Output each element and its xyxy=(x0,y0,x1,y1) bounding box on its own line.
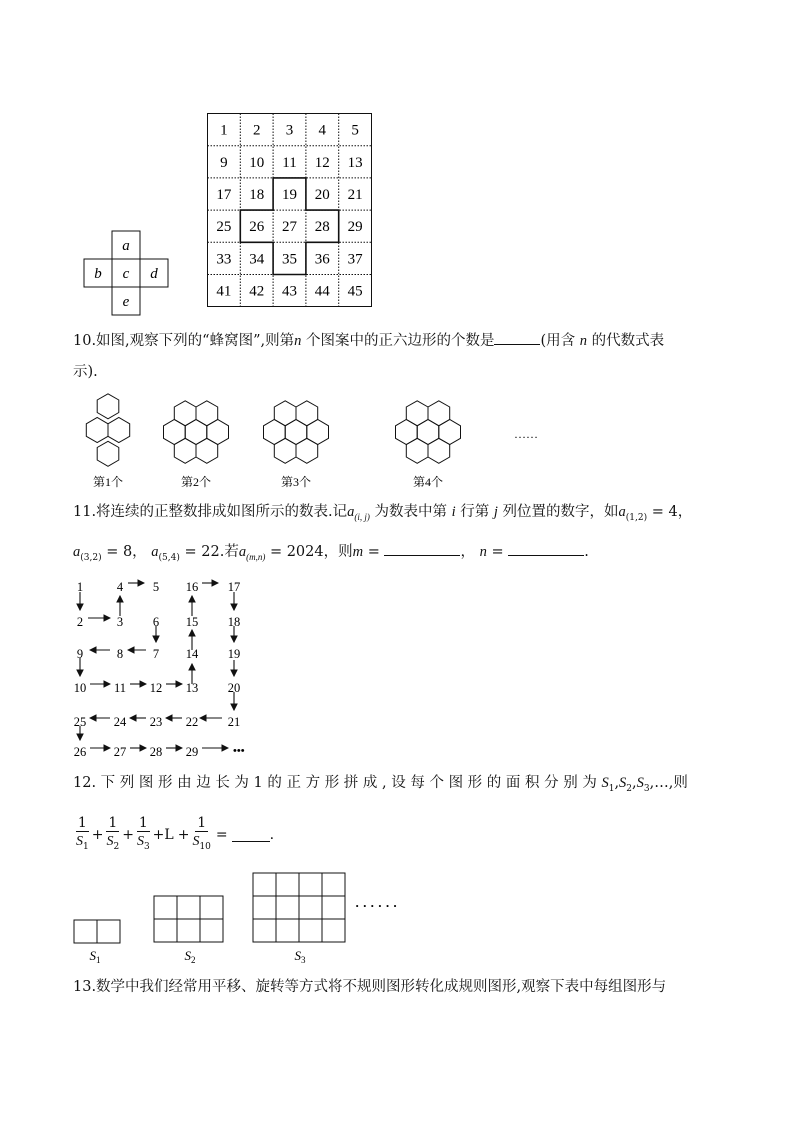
honeycomb-label-3: 第3个 xyxy=(280,475,312,489)
table-number: 3 xyxy=(116,615,124,629)
q12-line1: 12. 下 列 图 形 由 边 长 为 1 的 正 方 形 拼 成 , 设 每 个 图 形 的 面 积 分 别 为 $S_1,S_2,S_3,\dots$,则 xyxy=(73,775,688,794)
table-number: 5 xyxy=(152,580,160,594)
grid-cell-number: 10 xyxy=(249,154,265,171)
table-number: 1 xyxy=(76,580,84,594)
fraction-1: $\frac{1}{S_1}$ xyxy=(76,814,89,852)
table-number: 17 xyxy=(227,580,241,594)
fraction-3: $\frac{1}{S_3}$ xyxy=(136,814,150,852)
hexagon xyxy=(264,420,286,445)
grid-cell-number: 9 xyxy=(220,154,228,171)
grid-cell-number: 27 xyxy=(282,219,297,236)
table-number: 11 xyxy=(113,681,127,695)
hexagon xyxy=(196,438,218,463)
cross-label-c: c xyxy=(122,266,130,282)
hexagon xyxy=(307,420,329,445)
grid-cell-number: 43 xyxy=(282,283,297,300)
grid-cell-number: 29 xyxy=(347,219,363,236)
grid-cell-number: 1 xyxy=(220,122,228,139)
honeycomb-label-2: 第2个 xyxy=(180,475,212,489)
fraction-2: $\frac{1}{S_2}$ xyxy=(106,814,120,852)
honeycomb-figures xyxy=(70,390,560,490)
hexagon xyxy=(196,401,218,426)
hexagon xyxy=(417,420,439,445)
table-continuation-dots: ••• xyxy=(233,745,245,757)
hexagon xyxy=(185,420,207,445)
square-label-2: $S_2$ xyxy=(184,948,196,965)
unit-square xyxy=(299,873,322,896)
hexagon xyxy=(439,420,461,445)
table-number: 20 xyxy=(227,681,241,695)
table-number: 22 xyxy=(185,715,199,729)
unit-square xyxy=(253,873,276,896)
table-number: 4 xyxy=(116,580,124,594)
hexagon xyxy=(428,401,450,426)
grid-cell-number: 37 xyxy=(347,251,363,268)
q10-answer-blank[interactable] xyxy=(494,330,540,345)
grid-cell-number: 20 xyxy=(314,187,330,203)
grid-cell-number: 41 xyxy=(216,283,232,300)
cross-label-b: b xyxy=(94,266,102,282)
hexagon xyxy=(108,418,130,443)
hexagon xyxy=(406,401,428,426)
hexagon xyxy=(164,420,186,445)
unit-square xyxy=(74,920,97,943)
grid-cell-number: 5 xyxy=(351,122,359,139)
unit-square xyxy=(177,896,200,919)
grid-cell-number: 18 xyxy=(249,187,265,203)
unit-square xyxy=(253,896,276,919)
hexagon xyxy=(174,438,196,463)
unit-square xyxy=(253,919,276,942)
hexagon xyxy=(97,394,119,419)
unit-square xyxy=(97,920,120,943)
square-continuation-dots: · · · · · · xyxy=(355,898,398,913)
grid-cell-number: 36 xyxy=(314,251,330,268)
hexagon xyxy=(406,438,428,463)
grid-cell-number: 13 xyxy=(347,154,363,171)
table-number: 15 xyxy=(185,615,199,629)
fraction-10: $\frac{1}{S_{10}}$ xyxy=(192,814,211,852)
honeycomb-label-4: 第4个 xyxy=(412,475,444,489)
q10-line2: 示). xyxy=(73,364,98,380)
unit-square xyxy=(177,919,200,942)
unit-square xyxy=(322,919,345,942)
table-number: 13 xyxy=(185,681,199,695)
grid-cell-number: 19 xyxy=(282,187,297,203)
square-label-3: $S_3$ xyxy=(294,948,306,965)
table-number: 19 xyxy=(227,647,241,661)
cross-label-a: a xyxy=(122,238,130,254)
hexagon xyxy=(428,438,450,463)
table-number: 27 xyxy=(113,745,127,759)
table-number: 8 xyxy=(116,647,124,661)
table-number: 24 xyxy=(113,715,127,729)
cross-label-d: d xyxy=(150,266,158,282)
unit-square xyxy=(154,919,177,942)
unit-square xyxy=(276,896,299,919)
hexagon xyxy=(97,441,119,466)
unit-square xyxy=(322,896,345,919)
table-number: 7 xyxy=(152,647,160,661)
table-number: 23 xyxy=(149,715,163,729)
table-number: 26 xyxy=(73,745,87,759)
hexagon xyxy=(274,438,296,463)
table-number: 29 xyxy=(185,745,199,759)
grid-cell-number: 11 xyxy=(282,154,297,171)
unit-square xyxy=(322,873,345,896)
square-label-1: $S_1$ xyxy=(89,948,101,965)
q13-line1: 13.数学中我们经常用平移、旋转等方式将不规则图形转化成规则图形,观察下表中每组图形与 xyxy=(73,979,667,995)
table-number: 6 xyxy=(152,615,160,629)
table-number: 2 xyxy=(76,615,84,629)
hexagon xyxy=(207,420,229,445)
unit-square xyxy=(276,919,299,942)
unit-square xyxy=(299,896,322,919)
q11-m-blank[interactable] xyxy=(384,541,460,556)
cube-net-figure xyxy=(80,228,170,318)
table-number: 14 xyxy=(185,647,199,661)
q10-line1: 10.如图,观察下列的“蜂窝图”,则第n 个图案中的正六边形的个数是 (用含 n 的代数式表 xyxy=(73,330,664,351)
q11-line2: $a_{(3,2)} = 8$， $a_{(5,4)} = 22$.若$a_{(m,n)} = 2024$，则m = ， n = . xyxy=(73,541,589,568)
grid-cell-number: 2 xyxy=(252,122,261,139)
table-number: 12 xyxy=(149,681,163,695)
unit-square xyxy=(200,896,223,919)
grid-cell-number: 44 xyxy=(314,283,330,300)
number-table-figure xyxy=(70,574,260,760)
honeycomb-label-1: 第1个 xyxy=(92,475,124,489)
q11-n-blank[interactable] xyxy=(508,541,584,556)
table-number: 28 xyxy=(149,745,163,759)
unit-square xyxy=(299,919,322,942)
hexagon xyxy=(296,438,318,463)
grid-cell-number: 45 xyxy=(347,283,363,300)
grid-cell-number: 42 xyxy=(249,283,265,300)
grid-cell-number: 26 xyxy=(249,219,265,236)
q12-formula: $\frac{1}{S_1}$ + $\frac{1}{S_2}$ + $\frac{1}{S_3}$ + L + $\frac{1}{S_{10}}$ = . xyxy=(73,815,274,855)
hexagon xyxy=(174,401,196,426)
table-number: 21 xyxy=(227,715,241,729)
number-grid xyxy=(204,110,374,310)
q12-answer-blank[interactable] xyxy=(232,829,270,842)
grid-cell-number: 12 xyxy=(314,154,330,171)
grid-cell-number: 25 xyxy=(216,219,232,236)
grid-cell-number: 3 xyxy=(285,122,294,139)
unit-square xyxy=(200,919,223,942)
hexagon xyxy=(86,418,108,443)
grid-cell-number: 34 xyxy=(249,251,265,268)
cross-label-e: e xyxy=(122,294,130,310)
grid-cell-number: 4 xyxy=(318,122,327,139)
grid-cell-number: 33 xyxy=(216,251,232,268)
q11-line1: 11.将连续的正整数排成如图所示的数表.记$a_{(i, j)}$ 为数表中第 i 行第 j 列位置的数字，如$a_{(1,2)} = 4$， xyxy=(73,504,693,523)
grid-cell-number: 17 xyxy=(216,187,232,203)
grid-cell-number: 21 xyxy=(347,187,363,203)
hexagon xyxy=(396,420,418,445)
table-number: 25 xyxy=(73,715,87,729)
table-number: 9 xyxy=(76,647,84,661)
hexagon xyxy=(285,420,307,445)
square-figures xyxy=(70,868,430,966)
unit-square xyxy=(276,873,299,896)
honeycomb-ellipsis: …… xyxy=(514,427,538,441)
table-number: 10 xyxy=(73,681,87,695)
hexagon xyxy=(296,401,318,426)
unit-square xyxy=(154,896,177,919)
table-number: 18 xyxy=(227,615,241,629)
table-number: 16 xyxy=(185,580,199,594)
hexagon xyxy=(274,401,296,426)
grid-cell-number: 35 xyxy=(282,251,297,268)
grid-cell-number: 28 xyxy=(314,219,330,236)
